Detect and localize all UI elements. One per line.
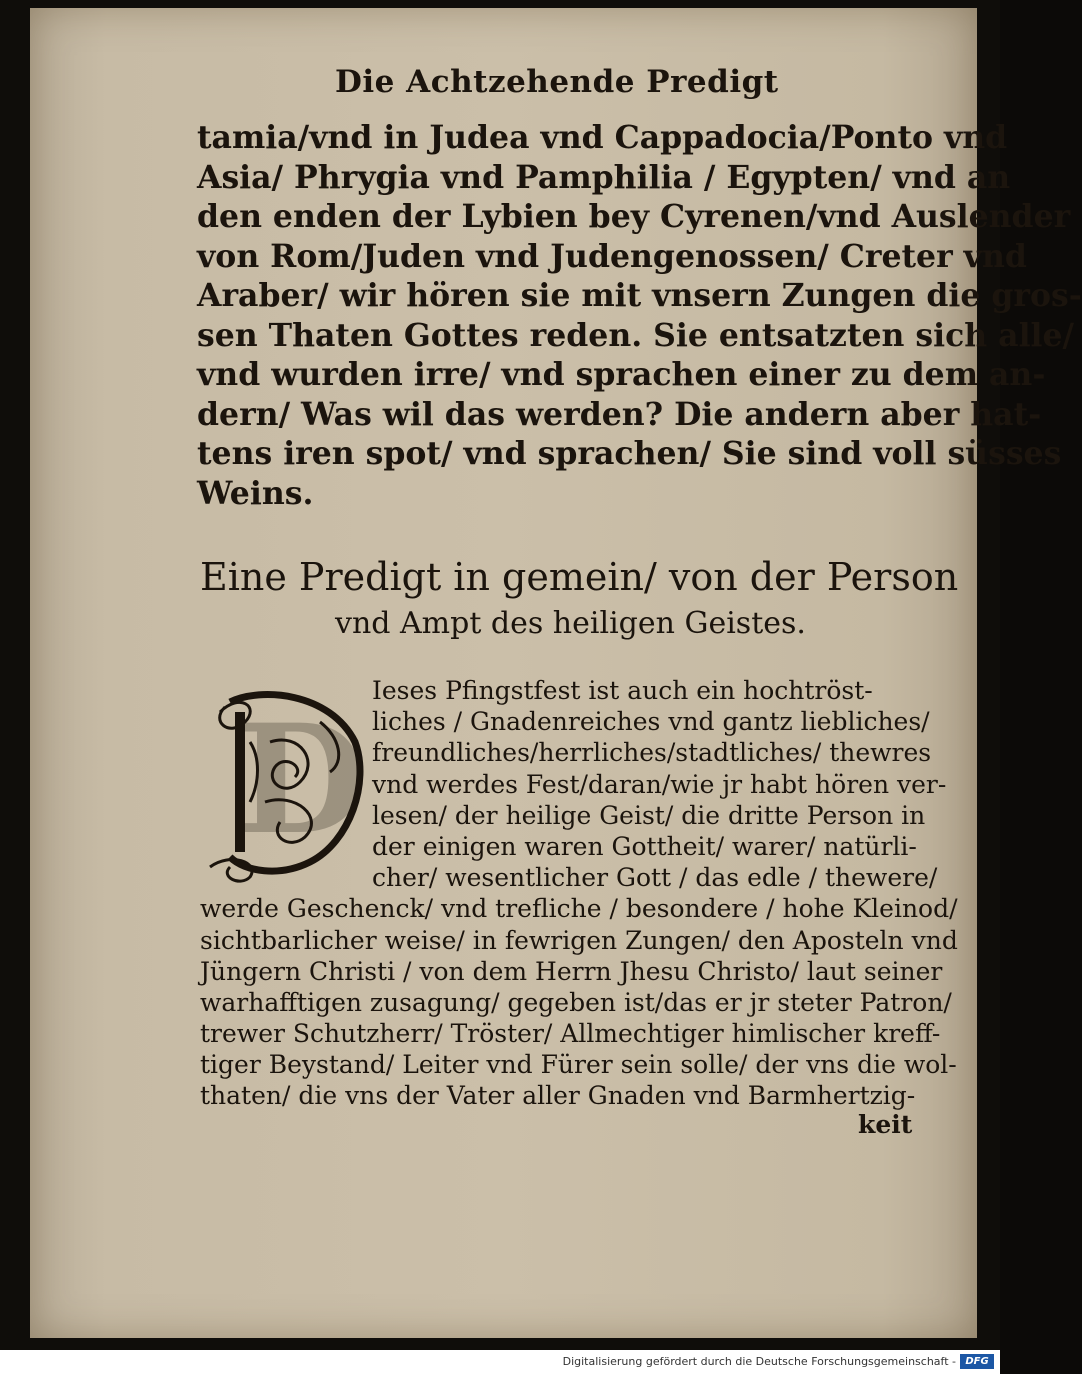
- body-line: thaten/ die vns der Vater aller Gnaden vnd Barmhertzig-: [200, 1081, 916, 1111]
- bible-text-line: Weins.: [197, 474, 314, 512]
- body-line: liches / Gnadenreiches vnd gantz liebliches/: [372, 707, 930, 737]
- sermon-body: [200, 675, 958, 1112]
- body-line: vnd werdes Fest/daran/wie jr habt hören ver-: [372, 769, 947, 799]
- body-line: sichtbarlicher weise/ in fewrigen Zungen/ den Aposteln vnd: [200, 925, 958, 955]
- bible-text-line: tamia/vnd in Judea vnd Cappadocia/Ponto vnd: [197, 119, 1008, 156]
- bible-text: [197, 118, 1082, 513]
- body-line: Jüngern Christi / von dem Herrn Jhesu Christo/ laut seiner: [200, 956, 943, 986]
- bible-text-line: sen Thaten Gottes reden. Sie entsatzten sich alle/: [197, 316, 1075, 354]
- bible-text-line: dern/ Was wil das werden? Die andern aber hat-: [197, 395, 1042, 433]
- bible-text-line: Araber/ wir hören sie mit vnsern Zungen die gros-: [197, 277, 1082, 314]
- catchword: keit: [858, 1110, 913, 1139]
- sermon-title: Eine Predigt in gemein/ von der Person: [200, 555, 959, 599]
- body-line: der einigen waren Gottheit/ warer/ natürli-: [372, 831, 917, 861]
- sermon-subtitle: vnd Ampt des heiligen Geistes.: [335, 606, 806, 641]
- funding-notice: Digitalisierung gefördert durch die Deutsche Forschungsgemeinschaft -: [562, 1355, 956, 1368]
- body-line: lesen/ der heilige Geist/ die dritte Person in: [372, 800, 926, 830]
- bible-text-line: Asia/ Phrygia vnd Pamphilia / Egypten/ vnd an: [197, 158, 1011, 196]
- body-line: werde Geschenck/ vnd trefliche / besondere / hohe Kleinod/: [200, 894, 958, 924]
- body-line: warhafftigen zusagung/ gegeben ist/das er jr steter Patron/: [200, 987, 952, 1017]
- bible-text-line: vnd wurden irre/ vnd sprachen einer zu dem an-: [197, 356, 1046, 393]
- body-line: freundliches/herrliches/stadtliches/ thewres: [372, 738, 932, 768]
- bible-text-line: tens iren spot/ vnd sprachen/ Sie sind voll süsses: [197, 435, 1062, 472]
- running-head: Die Achtzehende Predigt: [335, 64, 779, 100]
- body-line: cher/ wesentlicher Gott / das edle / thewere/: [372, 863, 938, 893]
- dfg-logo: DFG: [960, 1354, 994, 1369]
- body-line: Ieses Pfingstfest ist auch ein hochtröst-: [372, 676, 873, 705]
- bible-text-line: von Rom/Juden vnd Judengenossen/ Creter vnd: [197, 237, 1027, 275]
- footer-bar: [0, 1350, 1000, 1374]
- bible-text-line: den enden der Lybien bey Cyrenen/vnd Auslender: [197, 198, 1071, 235]
- body-line: tiger Beystand/ Leiter vnd Fürer sein solle/ der vns die wol-: [200, 1050, 957, 1080]
- body-line: trewer Schutzherr/ Tröster/ Allmechtiger himlischer kreff-: [200, 1019, 941, 1049]
- initial-letter: D: [236, 692, 367, 868]
